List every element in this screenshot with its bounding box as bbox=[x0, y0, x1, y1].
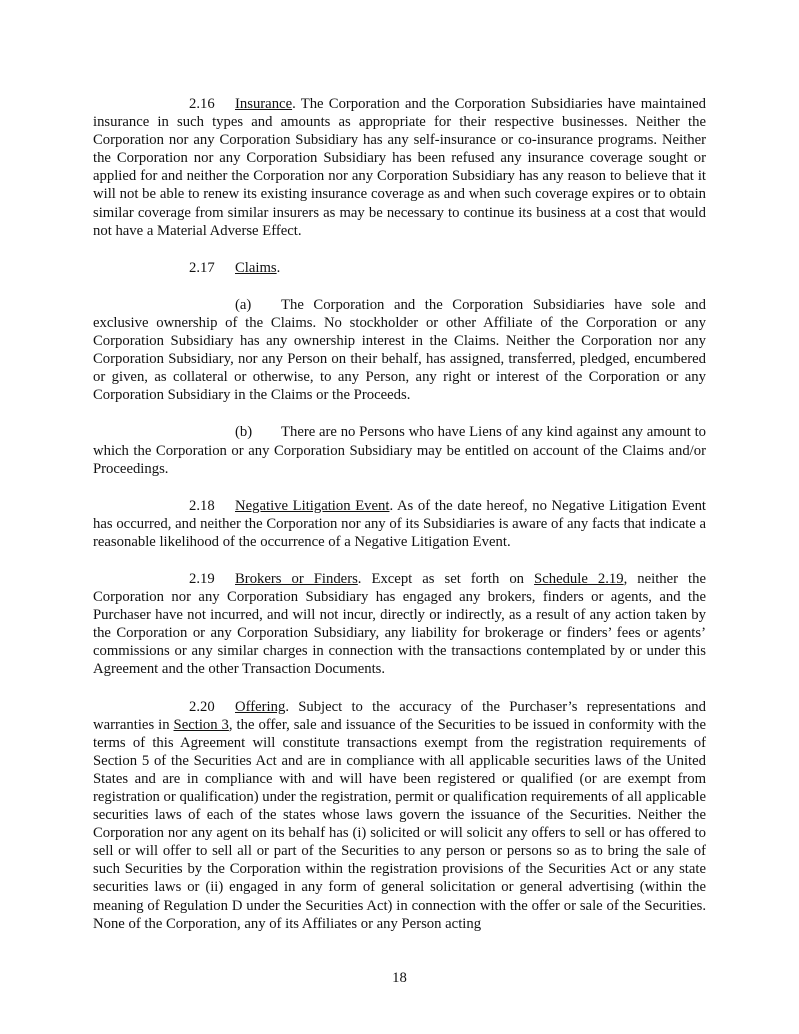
document-page bbox=[93, 95, 706, 933]
section-number: 2.19 bbox=[189, 570, 215, 587]
section-number: 2.16 bbox=[189, 96, 215, 112]
section-2-18 bbox=[93, 497, 706, 551]
section-2-20 bbox=[93, 698, 706, 933]
section-number: 2.18 bbox=[189, 497, 215, 514]
section-heading: Brokers or Finders bbox=[235, 570, 358, 587]
section-2-16 bbox=[93, 95, 706, 240]
section-number: 2.17 bbox=[189, 259, 215, 276]
subsection-text: The Corporation and the Corporation Subsidiaries have sole and exclusive ownership of the Claims. No stockholder or other Affiliate of the Corporation or any Corporation Subsidiary has any ownership interest in the Claims. Neither the Corporation nor any Corporation Subsidiary, nor any Person on their behalf, has assigned, transferred, pledged, encumbered or given, as collateral or otherwise, to any Person, any right or interest of the Corporation or any Corporation Subsidiary in the Claims or the Proceeds. bbox=[93, 296, 706, 404]
section-text-continued: , neither the Corporation nor any Corporation Subsidiary has engaged any brokers, finders or agents, and the Purchaser have not incurred, and will not incur, directly or indirectly, as a result of any action taken by the Corporation or any Corporation Subsidiary, any liability for brokerage or finders’ fees or agents’ commissions or any similar charges in connection with the transactions contemplated by or under this Agreement and the other Transaction Documents. bbox=[93, 570, 706, 678]
section-text: . As of the date hereof, no Negative Litigation Event has occurred, and neither the Corporation nor any of its Subsidiaries is aware of any facts that indicate a reasonable likelihood of the occurrence of a Negative Litigation Event. bbox=[93, 497, 706, 550]
section-2-17 bbox=[93, 259, 706, 277]
schedule-reference: Schedule 2.19 bbox=[534, 570, 624, 587]
section-2-19 bbox=[93, 570, 706, 679]
subsection-text: There are no Persons who have Liens of any kind against any amount to which the Corporation or any Corporation Subsidiary may be entitled on account of the Claims and/or Proceedings. bbox=[93, 424, 706, 477]
section-text-continued: , the offer, sale and issuance of the Securities to be issued in conformity with the terms of this Agreement will constitute transactions exempt from the registration requirements of Section 5 of the Securities Act and are in compliance with all applicable securities laws of the United States and are in compliance with and will have been registered or qualified (or are exempt from registration or qualification) under the registration, permit or qualification requirements of all applicable securities laws of each of the states whose laws govern the issuance of the Securities. Neither the Corporation nor any agent on its behalf has (i) solicited or will solicit any offers to sell or has offered to sell or will offer to sell all or part of the Securities to any person or persons so as to bring the sale of such Securities by the Corporation within the registration provisions of the Securities Act or any state securities laws or (ii) engaged in any form of general solicitation or general advertising (within the meaning of Regulation D under the Securities Act) in connection with the offer or sale of the Securities. None of the Corporation, any of its Affiliates or any Person acting bbox=[93, 716, 706, 932]
section-text: . bbox=[276, 259, 281, 276]
page-number: 18 bbox=[392, 970, 407, 986]
section-number: 2.20 bbox=[189, 698, 215, 715]
section-heading: Claims bbox=[235, 259, 277, 276]
section-text: . Subject to the accuracy of the Purchaser’s representations and warranties in bbox=[93, 698, 706, 733]
section-2-17-b bbox=[93, 423, 706, 477]
section-reference: Section 3 bbox=[173, 716, 229, 733]
section-text: . The Corporation and the Corporation Subsidiaries have maintained insurance in such types and amounts as appropriate for their respective businesses. Neither the Corporation nor any Corporation Subsidiary has any self-insurance or co-insurance programs. Neither the Corporation nor any Corporation Subsidiary has been refused any insurance coverage sought or applied for and neither the Corporation nor any Corporation Subsidiary has any reason to believe that it will not be able to renew its existing insurance coverage as and when such coverage expires or to obtain similar coverage from similar insurers as may be necessary to continue its business at a cost that would not have a Material Adverse Effect. bbox=[93, 96, 706, 239]
section-heading: Negative Litigation Event bbox=[235, 497, 390, 514]
subsection-label: (b) bbox=[235, 424, 253, 441]
subsection-label: (a) bbox=[235, 296, 252, 313]
section-heading: Offering bbox=[235, 698, 286, 715]
section-2-17-a bbox=[93, 296, 706, 405]
section-heading: Insurance bbox=[235, 96, 293, 112]
section-text: . Except as set forth on bbox=[357, 570, 535, 587]
